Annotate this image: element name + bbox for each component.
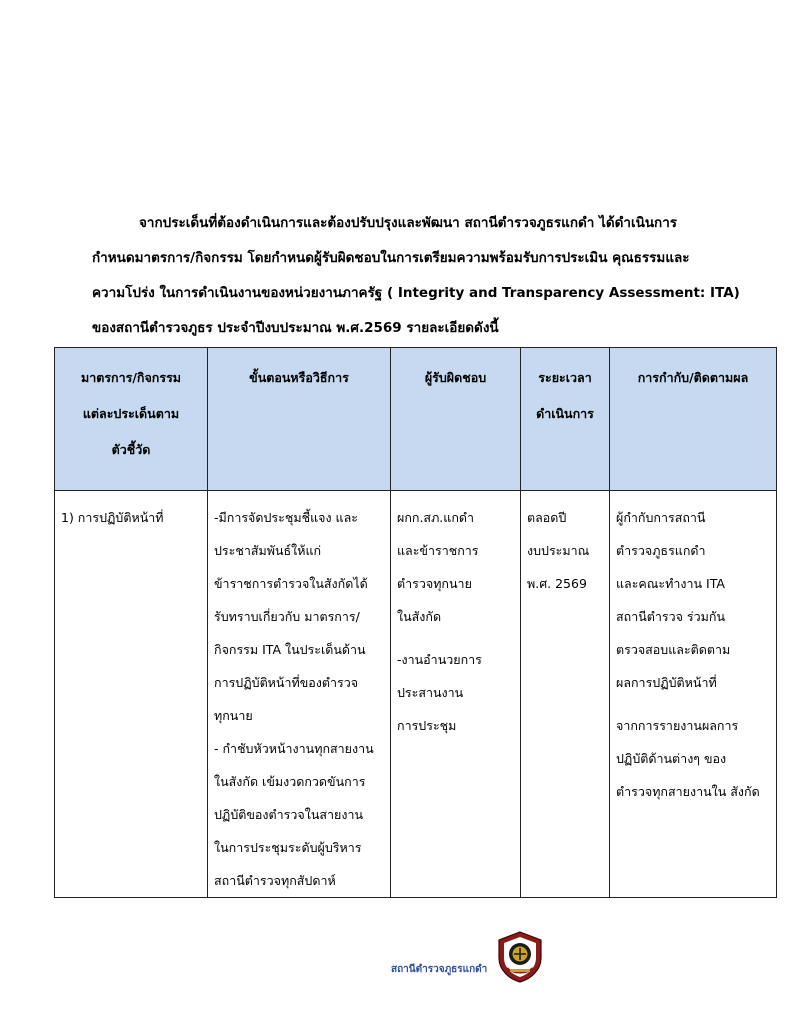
table-header-row xyxy=(55,348,777,491)
header-measure: มาตรการ/กิจกรรม แต่ละประเด็นตาม ตัวชี้วัด xyxy=(55,348,208,491)
page-footer xyxy=(0,924,791,984)
cell-period: ตลอดปี งบประมาณ พ.ศ. 2569 xyxy=(521,491,610,898)
intro-line: ความโปร่ง ในการดำเนินงานของหน่วยงานภาครัฐ ( Integrity and Transparency Assessment: ITA) xyxy=(92,285,740,301)
intro-line: ของสถานีตำรวจภูธร ประจำปีงบประมาณ พ.ศ.2569 รายละเอียดดังนี้ xyxy=(92,320,499,336)
header-responsible: ผู้รับผิดชอบ xyxy=(391,348,521,491)
measures-table xyxy=(54,347,777,898)
cell-measure: 1) การปฏิบัติหน้าที่ xyxy=(55,491,208,898)
police-station-emblem-icon xyxy=(495,930,545,984)
intro-line: กำหนดมาตรการ/กิจกรรม โดยกำหนดผู้รับผิดชอบในการเตรียมความพร้อมรับการประเมิน คุณธรรมและ xyxy=(92,250,690,266)
header-procedure: ขั้นตอนหรือวิธีการ xyxy=(208,348,391,491)
table-row xyxy=(55,491,777,898)
cell-procedure: -มีการจัดประชุมชี้แจง และ ประชาสัมพันธ์ให้แก่ ข้าราชการตำรวจในสังกัดได้ รับทราบเกี่ยวกับ มาตรการ/ กิจกรรม ITA ในประเด็นด้าน การปฏิบัติหน้าที่ของตำรวจ ทุกนาย - กำชับหัวหน้างานทุกสายงาน ในสังกัด เข้มงวดกวดขันการ ปฏิบัติของตำรวจในสายงาน ในการประชุมระดับผู้บริหาร สถานีตำรวจทุกสัปดาห์ xyxy=(208,491,391,898)
cell-responsible: ผกก.สภ.แกดำ และข้าราชการ ตำรวจทุกนาย ในสังกัด -งานอำนวยการ ประสานงาน การประชุม xyxy=(391,491,521,898)
monitoring-report: จากการรายงานผลการ ปฏิบัติด้านต่างๆ ของ ตำรวจทุกสายงานใน สังกัด xyxy=(616,718,760,799)
header-period: ระยะเวลา ดำเนินการ xyxy=(521,348,610,491)
intro-line: จากประเด็นที่ต้องดำเนินการและต้องปรับปรุงและพัฒนา สถานีตำรวจภูธรแกดำ ได้ดำเนินการ xyxy=(139,215,678,231)
header-monitoring: การกำกับ/ติดตามผล xyxy=(610,348,777,491)
intro-paragraph xyxy=(92,206,740,346)
footer-station-name: สถานีตำรวจภูธรแกดำ xyxy=(391,964,488,975)
responsible-unit: -งานอำนวยการ ประสานงาน การประชุม xyxy=(397,652,482,733)
cell-monitoring: ผู้กำกับการสถานี ตำรวจภูธรแกดำ และคณะทำงาน ITA สถานีตำรวจ ร่วมกัน ตรวจสอบและติดตาม ผลการปฏิบัติหน้าที่ จากการรายงานผลการ ปฏิบัติด้านต่างๆ ของ ตำรวจทุกสายงานใน สังกัด xyxy=(610,491,777,898)
